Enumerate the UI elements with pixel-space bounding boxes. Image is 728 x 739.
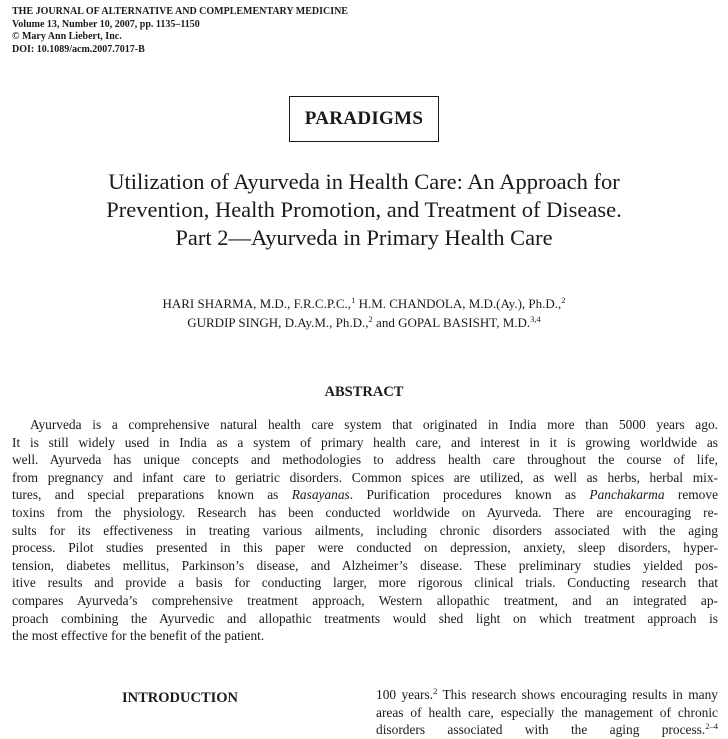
introduction-heading: INTRODUCTION <box>122 690 239 706</box>
body-line: areas of health care, especially the management of chronic <box>376 704 718 720</box>
citation-mark: 2–4 <box>705 721 718 732</box>
author-singh: GURDIP SINGH, D.Ay.M., Ph.D., <box>187 315 369 330</box>
abstract-text: . Purification procedures known as <box>349 487 590 503</box>
affiliation-mark: 2 <box>368 314 373 324</box>
title-line-2: Prevention, Health Promotion, and Treatment of Disease. <box>106 197 622 222</box>
term-rasayanas: Rasayanas <box>291 487 350 503</box>
term-panchakarma: Panchakarma <box>589 487 665 503</box>
abstract-line: Ayurveda is a comprehensive natural health care system that originated in India more than 5000 years ago. <box>30 417 718 432</box>
journal-doi: DOI: 10.1089/acm.2007.7017-B <box>12 43 145 55</box>
abstract-line: well. Ayurveda has unique concepts and methodologies to address health care throughout the course of life, <box>12 452 718 468</box>
body-text: 100 years. <box>376 687 434 702</box>
abstract-heading: ABSTRACT <box>324 384 404 400</box>
abstract-line: It is still widely used in India as a system of primary health care, and interest in it is growing worldwide as <box>12 434 718 450</box>
title-line-1: Utilization of Ayurveda in Health Care: An Approach for <box>108 169 620 194</box>
affiliation-mark: 2 <box>561 295 566 305</box>
abstract-line: from pregnancy and infant care to geriatric disorders. Common spices are utilized, as well as herbs, herbal mix- <box>12 469 718 485</box>
abstract-line: compares Ayurveda’s comprehensive treatment approach, Western allopathic treatment, and an integrated ap- <box>12 592 718 608</box>
journal-volume: Volume 13, Number 10, 2007, pp. 1135–1150 <box>12 18 200 30</box>
right-column-text <box>376 686 718 739</box>
author-basisht: and GOPAL BASISHT, M.D. <box>372 315 531 330</box>
abstract-line: tension, diabetes mellitus, Parkinson’s disease, and Alzheimer’s disease. These preliminary studies yielded pos- <box>12 557 718 573</box>
affiliation-mark: 1 <box>351 295 356 305</box>
title-line-3: Part 2—Ayurveda in Primary Health Care <box>175 225 553 250</box>
abstract-line: the most effective for the benefit of the patient. <box>12 628 265 644</box>
abstract-line: sults for its effectiveness in treating various ailments, including chronic disorders associated with the aging <box>12 522 718 538</box>
abstract-text: tures, and special preparations known as <box>12 487 292 503</box>
affiliation-mark: 3,4 <box>530 314 541 324</box>
journal-header <box>12 6 348 56</box>
abstract-body <box>12 416 718 645</box>
abstract-line: proach combining the Ayurvedic and allopathic treatments would shed light on which treatment approach is <box>12 610 718 626</box>
journal-name: THE JOURNAL OF ALTERNATIVE AND COMPLEMENTARY MEDICINE <box>12 6 348 17</box>
abstract-text: remove <box>664 487 719 503</box>
body-text: disorders associated with the aging process. <box>376 722 706 738</box>
author-line-2 <box>0 313 728 332</box>
body-line <box>376 721 718 739</box>
body-line <box>376 686 718 704</box>
abstract-line: toxins from the physiology. Research has been conducted worldwide on Ayurveda. There are encouraging re- <box>12 504 718 520</box>
citation-mark: 2 <box>433 686 438 696</box>
abstract-line <box>12 486 718 504</box>
article-title <box>0 168 728 252</box>
journal-copyright: © Mary Ann Liebert, Inc. <box>12 31 122 42</box>
abstract-line: itive results and provide a basis for conducting larger, more rigorous clinical trials. Conducting research that <box>12 575 718 591</box>
section-label: PARADIGMS <box>289 96 439 142</box>
author-list <box>0 294 728 332</box>
abstract-line: process. Pilot studies presented in this paper were conducted on depression, anxiety, sleep disorders, hyper- <box>12 540 718 556</box>
body-text: This research shows encouraging results in many <box>437 687 718 702</box>
author-line-1 <box>0 294 728 313</box>
author-chandola: H.M. CHANDOLA, M.D.(Ay.), Ph.D., <box>355 296 562 311</box>
author-sharma: HARI SHARMA, M.D., F.R.C.P.C., <box>162 296 352 311</box>
